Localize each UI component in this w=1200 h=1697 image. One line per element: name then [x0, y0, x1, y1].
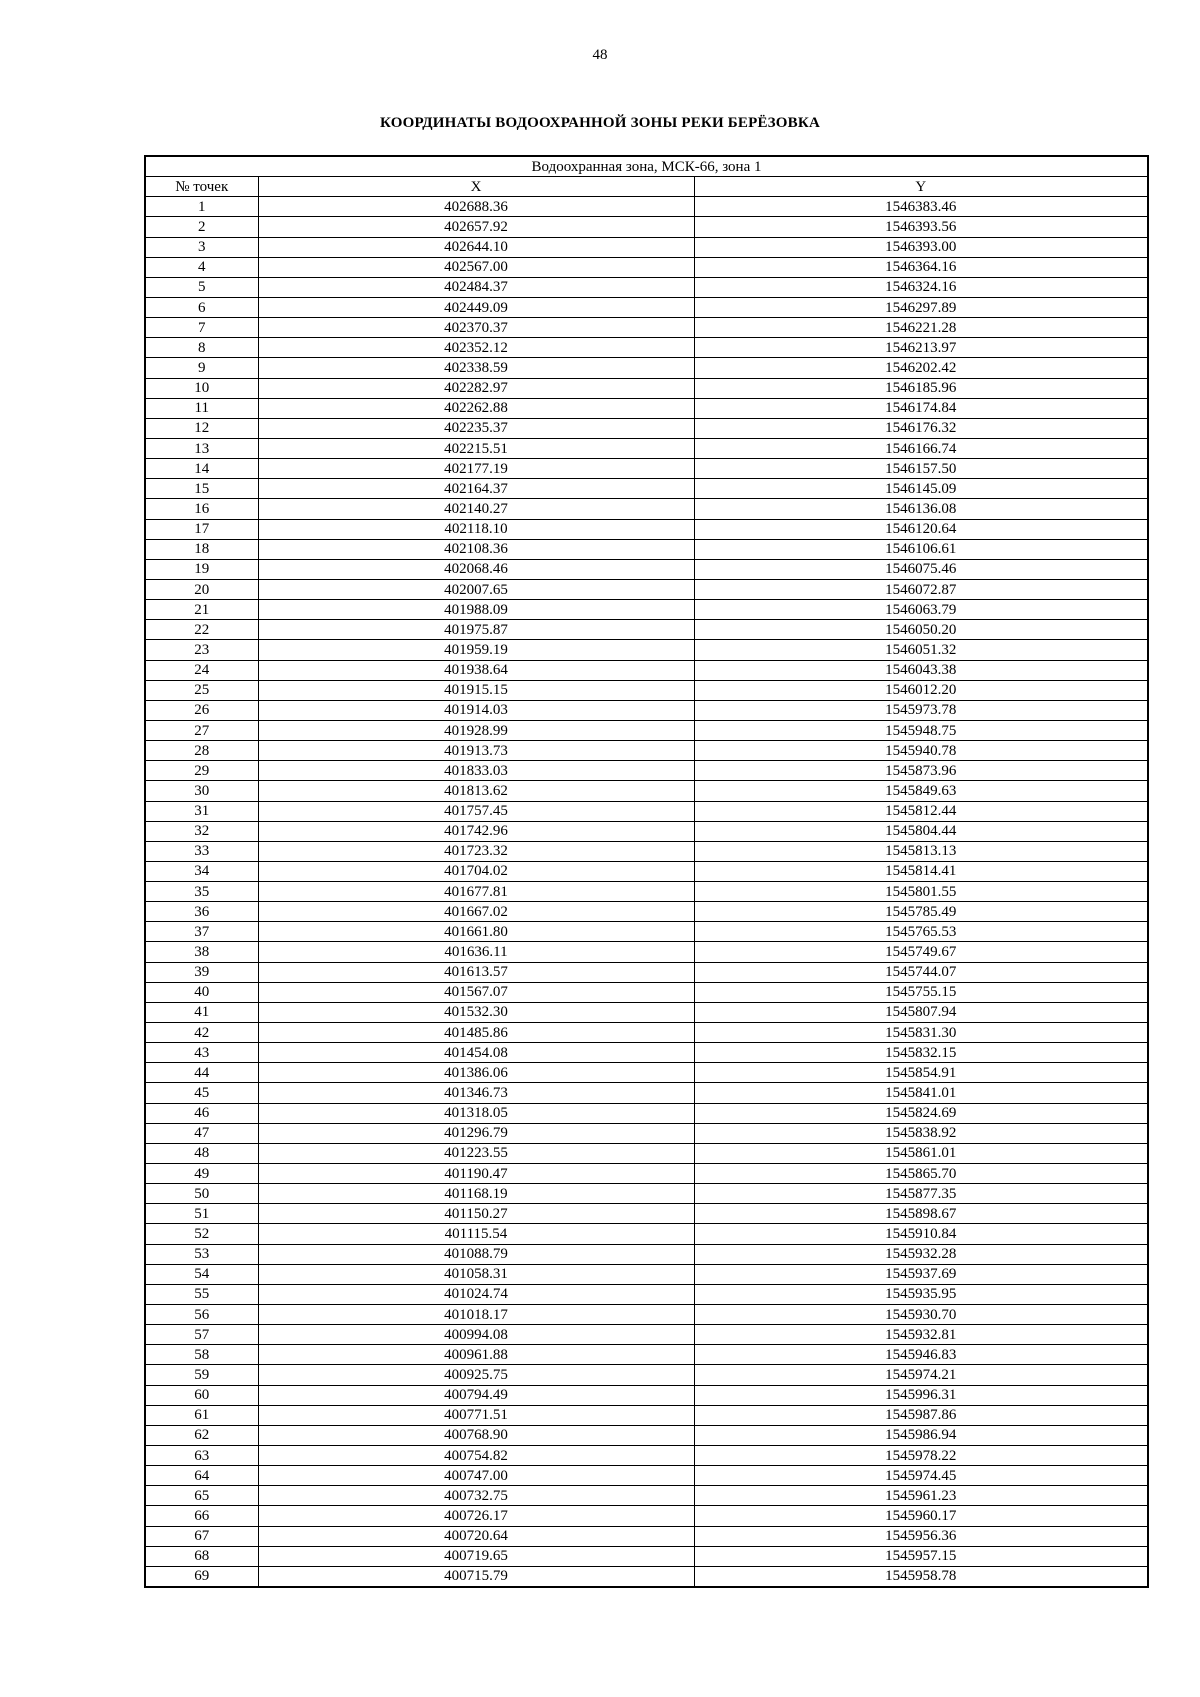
cell-point-number: 19	[145, 559, 258, 579]
table-row	[145, 600, 1148, 620]
cell-y: 1546072.87	[694, 579, 1148, 599]
cell-x: 400715.79	[258, 1566, 694, 1587]
cell-point-number: 57	[145, 1325, 258, 1345]
cell-y: 1546136.08	[694, 499, 1148, 519]
cell-point-number: 12	[145, 418, 258, 438]
cell-x: 402338.59	[258, 358, 694, 378]
cell-y: 1545877.35	[694, 1184, 1148, 1204]
cell-x: 401661.80	[258, 922, 694, 942]
cell-x: 401677.81	[258, 882, 694, 902]
cell-point-number: 6	[145, 297, 258, 317]
cell-point-number: 30	[145, 781, 258, 801]
cell-point-number: 14	[145, 459, 258, 479]
cell-point-number: 16	[145, 499, 258, 519]
cell-y: 1545804.44	[694, 821, 1148, 841]
cell-y: 1546106.61	[694, 539, 1148, 559]
table-row	[145, 1385, 1148, 1405]
cell-x: 402177.19	[258, 459, 694, 479]
cell-x: 401190.47	[258, 1164, 694, 1184]
table-row	[145, 1546, 1148, 1566]
table-row	[145, 1566, 1148, 1587]
cell-x: 401959.19	[258, 640, 694, 660]
table-row	[145, 1425, 1148, 1445]
cell-y: 1545996.31	[694, 1385, 1148, 1405]
cell-point-number: 63	[145, 1446, 258, 1466]
cell-y: 1545785.49	[694, 902, 1148, 922]
table-row	[145, 761, 1148, 781]
cell-x: 402644.10	[258, 237, 694, 257]
table-row	[145, 821, 1148, 841]
cell-y: 1545807.94	[694, 1002, 1148, 1022]
table-row	[145, 640, 1148, 660]
table-row	[145, 1345, 1148, 1365]
cell-x: 401058.31	[258, 1264, 694, 1284]
cell-point-number: 39	[145, 962, 258, 982]
cell-x: 401024.74	[258, 1284, 694, 1304]
cell-x: 400925.75	[258, 1365, 694, 1385]
cell-x: 402688.36	[258, 197, 694, 217]
cell-y: 1545957.15	[694, 1546, 1148, 1566]
cell-x: 400754.82	[258, 1446, 694, 1466]
cell-x: 401223.55	[258, 1143, 694, 1163]
cell-y: 1545935.95	[694, 1284, 1148, 1304]
table-row	[145, 781, 1148, 801]
cell-point-number: 17	[145, 519, 258, 539]
table-row	[145, 1002, 1148, 1022]
cell-point-number: 56	[145, 1305, 258, 1325]
cell-y: 1546393.56	[694, 217, 1148, 237]
cell-point-number: 24	[145, 660, 258, 680]
table-row	[145, 1365, 1148, 1385]
table-row	[145, 459, 1148, 479]
cell-x: 401318.05	[258, 1103, 694, 1123]
table-row	[145, 1184, 1148, 1204]
table-row	[145, 882, 1148, 902]
cell-point-number: 60	[145, 1385, 258, 1405]
cell-x: 400794.49	[258, 1385, 694, 1405]
table-row	[145, 1284, 1148, 1304]
table-row	[145, 962, 1148, 982]
cell-y: 1546145.09	[694, 479, 1148, 499]
cell-x: 401914.03	[258, 700, 694, 720]
cell-point-number: 27	[145, 720, 258, 740]
cell-x: 402108.36	[258, 539, 694, 559]
cell-x: 402370.37	[258, 318, 694, 338]
table-row	[145, 982, 1148, 1002]
cell-point-number: 45	[145, 1083, 258, 1103]
cell-point-number: 31	[145, 801, 258, 821]
cell-x: 401915.15	[258, 680, 694, 700]
cell-y: 1546176.32	[694, 418, 1148, 438]
cell-y: 1546213.97	[694, 338, 1148, 358]
cell-y: 1545932.81	[694, 1325, 1148, 1345]
cell-point-number: 32	[145, 821, 258, 841]
table-caption: Водоохранная зона, МСК-66, зона 1	[145, 156, 1148, 177]
cell-y: 1545849.63	[694, 781, 1148, 801]
cell-point-number: 18	[145, 539, 258, 559]
cell-y: 1545910.84	[694, 1224, 1148, 1244]
cell-y: 1545813.13	[694, 841, 1148, 861]
cell-y: 1545744.07	[694, 962, 1148, 982]
table-row	[145, 1486, 1148, 1506]
cell-y: 1546120.64	[694, 519, 1148, 539]
cell-point-number: 37	[145, 922, 258, 942]
cell-point-number: 33	[145, 841, 258, 861]
table-row	[145, 660, 1148, 680]
cell-x: 402352.12	[258, 338, 694, 358]
cell-x: 400768.90	[258, 1425, 694, 1445]
table-row	[145, 720, 1148, 740]
table-row	[145, 297, 1148, 317]
cell-point-number: 7	[145, 318, 258, 338]
cell-y: 1545814.41	[694, 861, 1148, 881]
table-row	[145, 1063, 1148, 1083]
cell-x: 401813.62	[258, 781, 694, 801]
cell-point-number: 66	[145, 1506, 258, 1526]
cell-y: 1545986.94	[694, 1425, 1148, 1445]
table-row	[145, 620, 1148, 640]
cell-y: 1545854.91	[694, 1063, 1148, 1083]
cell-x: 400771.51	[258, 1405, 694, 1425]
cell-x: 401928.99	[258, 720, 694, 740]
table-row	[145, 197, 1148, 217]
cell-point-number: 48	[145, 1143, 258, 1163]
cell-point-number: 46	[145, 1103, 258, 1123]
cell-x: 401742.96	[258, 821, 694, 841]
cell-y: 1546157.50	[694, 459, 1148, 479]
cell-point-number: 2	[145, 217, 258, 237]
cell-point-number: 25	[145, 680, 258, 700]
cell-x: 402140.27	[258, 499, 694, 519]
table-row	[145, 902, 1148, 922]
cell-point-number: 34	[145, 861, 258, 881]
cell-y: 1545961.23	[694, 1486, 1148, 1506]
cell-x: 401613.57	[258, 962, 694, 982]
cell-point-number: 23	[145, 640, 258, 660]
table-header-row	[145, 177, 1148, 197]
table-row	[145, 217, 1148, 237]
cell-x: 401975.87	[258, 620, 694, 640]
table-row	[145, 1244, 1148, 1264]
table-row	[145, 841, 1148, 861]
table-row	[145, 1264, 1148, 1284]
cell-y: 1546221.28	[694, 318, 1148, 338]
table-row	[145, 378, 1148, 398]
cell-point-number: 5	[145, 277, 258, 297]
cell-x: 402657.92	[258, 217, 694, 237]
cell-point-number: 55	[145, 1284, 258, 1304]
table-row	[145, 579, 1148, 599]
cell-x: 401088.79	[258, 1244, 694, 1264]
cell-x: 401913.73	[258, 741, 694, 761]
table-row	[145, 1023, 1148, 1043]
cell-y: 1546364.16	[694, 257, 1148, 277]
cell-x: 400994.08	[258, 1325, 694, 1345]
cell-y: 1545930.70	[694, 1305, 1148, 1325]
cell-point-number: 61	[145, 1405, 258, 1425]
table-row	[145, 1103, 1148, 1123]
cell-point-number: 21	[145, 600, 258, 620]
cell-y: 1545987.86	[694, 1405, 1148, 1425]
table-row	[145, 801, 1148, 821]
cell-x: 401454.08	[258, 1043, 694, 1063]
cell-point-number: 58	[145, 1345, 258, 1365]
cell-y: 1545973.78	[694, 700, 1148, 720]
document-title: КООРДИНАТЫ ВОДООХРАННОЙ ЗОНЫ РЕКИ БЕРЁЗОВКА	[380, 115, 820, 131]
cell-y: 1545932.28	[694, 1244, 1148, 1264]
cell-point-number: 26	[145, 700, 258, 720]
cell-point-number: 43	[145, 1043, 258, 1063]
table-row	[145, 559, 1148, 579]
cell-point-number: 15	[145, 479, 258, 499]
cell-y: 1546050.20	[694, 620, 1148, 640]
table-row	[145, 1083, 1148, 1103]
cell-x: 401532.30	[258, 1002, 694, 1022]
cell-x: 402262.88	[258, 398, 694, 418]
cell-y: 1546063.79	[694, 600, 1148, 620]
cell-point-number: 36	[145, 902, 258, 922]
cell-y: 1546383.46	[694, 197, 1148, 217]
cell-y: 1546051.32	[694, 640, 1148, 660]
table-row	[145, 519, 1148, 539]
cell-point-number: 68	[145, 1546, 258, 1566]
table-row	[145, 539, 1148, 559]
cell-y: 1546185.96	[694, 378, 1148, 398]
column-header-x: X	[258, 177, 694, 197]
cell-y: 1545755.15	[694, 982, 1148, 1002]
cell-y: 1546297.89	[694, 297, 1148, 317]
cell-x: 401018.17	[258, 1305, 694, 1325]
cell-x: 402118.10	[258, 519, 694, 539]
cell-x: 402282.97	[258, 378, 694, 398]
table-row	[145, 1405, 1148, 1425]
cell-x: 401168.19	[258, 1184, 694, 1204]
table-row	[145, 922, 1148, 942]
cell-x: 401757.45	[258, 801, 694, 821]
cell-y: 1545956.36	[694, 1526, 1148, 1546]
cell-x: 400732.75	[258, 1486, 694, 1506]
cell-y: 1545974.45	[694, 1466, 1148, 1486]
cell-x: 401667.02	[258, 902, 694, 922]
cell-x: 401296.79	[258, 1123, 694, 1143]
cell-x: 400747.00	[258, 1466, 694, 1486]
cell-y: 1546075.46	[694, 559, 1148, 579]
cell-x: 400961.88	[258, 1345, 694, 1365]
cell-point-number: 50	[145, 1184, 258, 1204]
cell-x: 402235.37	[258, 418, 694, 438]
cell-point-number: 42	[145, 1023, 258, 1043]
cell-y: 1545873.96	[694, 761, 1148, 781]
table-row	[145, 1224, 1148, 1244]
table-row	[145, 1466, 1148, 1486]
cell-point-number: 4	[145, 257, 258, 277]
cell-point-number: 11	[145, 398, 258, 418]
table-row	[145, 418, 1148, 438]
table-row	[145, 257, 1148, 277]
cell-point-number: 22	[145, 620, 258, 640]
table-row	[145, 1526, 1148, 1546]
cell-y: 1545832.15	[694, 1043, 1148, 1063]
table-row	[145, 700, 1148, 720]
cell-point-number: 49	[145, 1164, 258, 1184]
table-body	[145, 197, 1148, 1587]
table-row	[145, 398, 1148, 418]
cell-y: 1546166.74	[694, 438, 1148, 458]
table-row	[145, 1043, 1148, 1063]
cell-point-number: 29	[145, 761, 258, 781]
cell-point-number: 3	[145, 237, 258, 257]
cell-point-number: 59	[145, 1365, 258, 1385]
cell-x: 401636.11	[258, 942, 694, 962]
table-caption-row	[145, 156, 1148, 177]
cell-point-number: 8	[145, 338, 258, 358]
cell-point-number: 35	[145, 882, 258, 902]
cell-x: 401988.09	[258, 600, 694, 620]
cell-y: 1545946.83	[694, 1345, 1148, 1365]
cell-x: 401938.64	[258, 660, 694, 680]
cell-x: 402164.37	[258, 479, 694, 499]
table-row	[145, 479, 1148, 499]
table-row	[145, 1305, 1148, 1325]
cell-x: 401723.32	[258, 841, 694, 861]
table-row	[145, 680, 1148, 700]
cell-x: 402484.37	[258, 277, 694, 297]
cell-point-number: 20	[145, 579, 258, 599]
cell-point-number: 40	[145, 982, 258, 1002]
cell-point-number: 52	[145, 1224, 258, 1244]
cell-x: 400720.64	[258, 1526, 694, 1546]
cell-point-number: 44	[145, 1063, 258, 1083]
cell-y: 1545978.22	[694, 1446, 1148, 1466]
cell-y: 1545898.67	[694, 1204, 1148, 1224]
table-row	[145, 1446, 1148, 1466]
cell-y: 1546043.38	[694, 660, 1148, 680]
cell-y: 1545948.75	[694, 720, 1148, 740]
coordinates-table	[144, 155, 1149, 1588]
cell-y: 1545974.21	[694, 1365, 1148, 1385]
cell-point-number: 41	[145, 1002, 258, 1022]
cell-x: 401485.86	[258, 1023, 694, 1043]
cell-y: 1545801.55	[694, 882, 1148, 902]
table-row	[145, 942, 1148, 962]
cell-y: 1545812.44	[694, 801, 1148, 821]
cell-point-number: 65	[145, 1486, 258, 1506]
cell-y: 1545831.30	[694, 1023, 1148, 1043]
cell-x: 401704.02	[258, 861, 694, 881]
cell-x: 402215.51	[258, 438, 694, 458]
cell-y: 1545861.01	[694, 1143, 1148, 1163]
cell-y: 1545824.69	[694, 1103, 1148, 1123]
table-row	[145, 741, 1148, 761]
cell-y: 1546393.00	[694, 237, 1148, 257]
cell-y: 1545865.70	[694, 1164, 1148, 1184]
column-header-point-number: № точек	[145, 177, 258, 197]
table-row	[145, 358, 1148, 378]
cell-x: 402449.09	[258, 297, 694, 317]
table-row	[145, 1164, 1148, 1184]
cell-x: 401833.03	[258, 761, 694, 781]
cell-point-number: 9	[145, 358, 258, 378]
cell-x: 400726.17	[258, 1506, 694, 1526]
cell-y: 1545937.69	[694, 1264, 1148, 1284]
cell-point-number: 1	[145, 197, 258, 217]
cell-y: 1545841.01	[694, 1083, 1148, 1103]
cell-x: 401346.73	[258, 1083, 694, 1103]
table-row	[145, 861, 1148, 881]
cell-y: 1545749.67	[694, 942, 1148, 962]
cell-y: 1545765.53	[694, 922, 1148, 942]
cell-point-number: 69	[145, 1566, 258, 1587]
cell-x: 401115.54	[258, 1224, 694, 1244]
table-row	[145, 338, 1148, 358]
table-row	[145, 1204, 1148, 1224]
cell-x: 401567.07	[258, 982, 694, 1002]
table-row	[145, 1123, 1148, 1143]
table-row	[145, 438, 1148, 458]
cell-x: 401386.06	[258, 1063, 694, 1083]
cell-x: 401150.27	[258, 1204, 694, 1224]
cell-point-number: 51	[145, 1204, 258, 1224]
cell-y: 1546202.42	[694, 358, 1148, 378]
column-header-y: Y	[694, 177, 1148, 197]
table-row	[145, 237, 1148, 257]
cell-point-number: 38	[145, 942, 258, 962]
cell-point-number: 53	[145, 1244, 258, 1264]
cell-x: 400719.65	[258, 1546, 694, 1566]
cell-y: 1545838.92	[694, 1123, 1148, 1143]
page-number: 48	[592, 47, 608, 63]
cell-point-number: 13	[145, 438, 258, 458]
table-row	[145, 318, 1148, 338]
table-row	[145, 1325, 1148, 1345]
cell-point-number: 28	[145, 741, 258, 761]
cell-y: 1545958.78	[694, 1566, 1148, 1587]
table-row	[145, 1506, 1148, 1526]
table-row	[145, 1143, 1148, 1163]
cell-point-number: 47	[145, 1123, 258, 1143]
cell-y: 1545940.78	[694, 741, 1148, 761]
cell-point-number: 64	[145, 1466, 258, 1486]
cell-point-number: 10	[145, 378, 258, 398]
cell-x: 402007.65	[258, 579, 694, 599]
cell-y: 1546324.16	[694, 277, 1148, 297]
cell-y: 1546174.84	[694, 398, 1148, 418]
table-row	[145, 277, 1148, 297]
cell-point-number: 62	[145, 1425, 258, 1445]
cell-point-number: 54	[145, 1264, 258, 1284]
cell-point-number: 67	[145, 1526, 258, 1546]
cell-x: 402567.00	[258, 257, 694, 277]
cell-y: 1545960.17	[694, 1506, 1148, 1526]
table-row	[145, 499, 1148, 519]
cell-y: 1546012.20	[694, 680, 1148, 700]
cell-x: 402068.46	[258, 559, 694, 579]
